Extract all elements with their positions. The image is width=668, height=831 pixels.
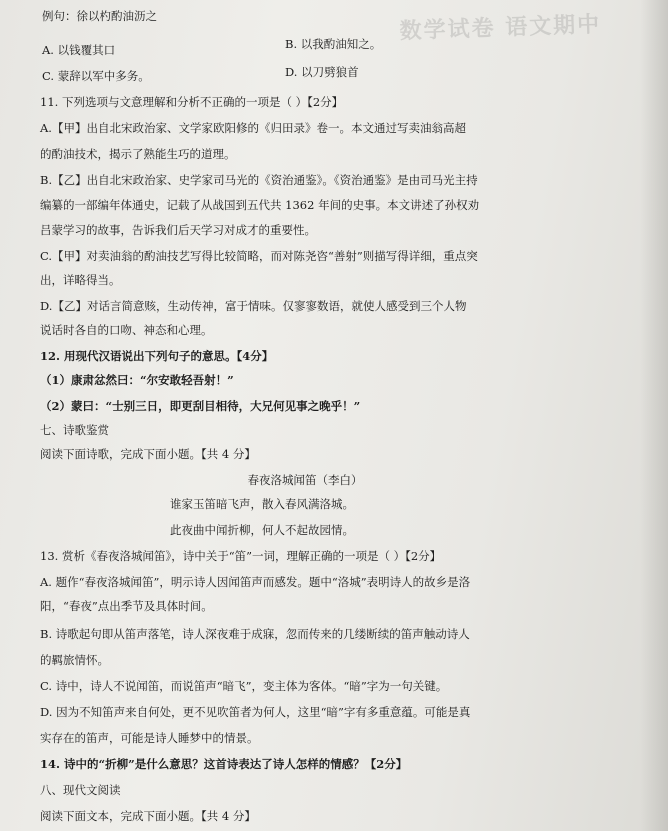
- q11-option-d-line2: 说话时各自的口吻、神态和心理。: [40, 323, 213, 337]
- section-8-heading: 八、现代文阅读: [40, 783, 121, 797]
- q13-option-a-line2: 阳，“春夜”点出季节及具体时间。: [40, 599, 213, 613]
- section-8-intro: 阅读下面文本，完成下面小题。【共 4 分】: [40, 809, 256, 823]
- example-option-a: A. 以钱覆其口: [42, 43, 116, 57]
- poem-line-1: 谁家玉笛暗飞声，散入春风满洛城。: [170, 497, 354, 511]
- page-edge-shadow: [640, 0, 668, 831]
- q11-option-d-line1: D.【乙】对话言简意赅，生动传神，富于情味。仅寥寥数语，就使人感受到三个人物: [40, 299, 467, 313]
- q13-option-b-line2: 的羁旅情怀。: [40, 653, 109, 667]
- example-option-b: B. 以我酌油知之。: [285, 37, 382, 51]
- section-7-heading: 七、诗歌鉴赏: [40, 423, 109, 437]
- poem-title: 春夜洛城闻笛（李白）: [247, 473, 363, 487]
- q11-option-c-line1: C.【甲】对卖油翁的酌油技艺写得比较简略，而对陈尧咨“善射”则描写得详细，重点突: [40, 249, 478, 263]
- q11-stem: 11. 下列选项与文意理解和分析不正确的一项是（ ）【2分】: [40, 95, 344, 109]
- q13-option-b-line1: B. 诗歌起句即从笛声落笔，诗人深夜难于成寐，忽而传来的几缕断续的笛声触动诗人: [40, 627, 470, 641]
- example-option-d: D. 以刀劈狼首: [285, 65, 359, 79]
- q12-stem: 12. 用现代汉语说出下列句子的意思。【4分】: [40, 349, 274, 363]
- q13-option-d-line1: D. 因为不知笛声来自何处，更不见吹笛者为何人，这里“暗”字有多重意蕴。可能是真: [40, 705, 471, 719]
- q11-option-a-line1: A.【甲】出自北宋政治家、文学家欧阳修的《归田录》卷一。本文通过写卖油翁高超: [40, 121, 466, 135]
- q13-option-a-line1: A. 题作“春夜洛城闻笛”，明示诗人因闻笛声而感发。题中“洛城”表明诗人的故乡是洛: [40, 575, 471, 589]
- q13-option-c-line1: C. 诗中，诗人不说闻笛，而说笛声“暗飞”，变主体为客体。“暗”字为一句关键。: [40, 679, 448, 693]
- example-option-c: C. 蒙辞以军中多务。: [42, 69, 150, 83]
- q13-option-d-line2: 实存在的笛声，可能是诗人睡梦中的情景。: [40, 731, 259, 745]
- q11-option-c-line2: 出，详略得当。: [40, 273, 121, 287]
- q11-option-b-line1: B.【乙】出自北宋政治家、史学家司马光的《资治通鉴》。《资治通鉴》是由司马光主持: [40, 173, 478, 187]
- q11-option-b-line3: 吕蒙学习的故事，告诉我们后天学习对成才的重要性。: [40, 223, 316, 237]
- section-7-intro: 阅读下面诗歌，完成下面小题。【共 4 分】: [40, 447, 256, 461]
- example-lead: 例句：徐以杓酌油沥之: [42, 9, 157, 23]
- q12-sentence-1: （1）康肃忿然曰：“尔安敢轻吾射！”: [40, 373, 234, 387]
- q12-sentence-2: （2）蒙曰：“士别三日，即更刮目相待，大兄何见事之晚乎！”: [40, 399, 361, 413]
- poem-line-2: 此夜曲中闻折柳，何人不起故园情。: [170, 523, 354, 537]
- q11-option-b-line2: 编纂的一部编年体通史，记载了从战国到五代共 1362 年间的史事。本文讲述了孙权劝: [40, 198, 480, 212]
- bleed-through-text: 数学试卷 语文期中: [399, 11, 602, 45]
- q13-stem: 13. 赏析《春夜洛城闻笛》，诗中关于“笛”一词，理解正确的一项是（ ）【2分】: [40, 549, 442, 563]
- q11-option-a-line2: 的酌油技术，揭示了熟能生巧的道理。: [40, 147, 236, 161]
- q14-stem: 14. 诗中的“折柳”是什么意思？这首诗表达了诗人怎样的情感？【2分】: [40, 757, 408, 771]
